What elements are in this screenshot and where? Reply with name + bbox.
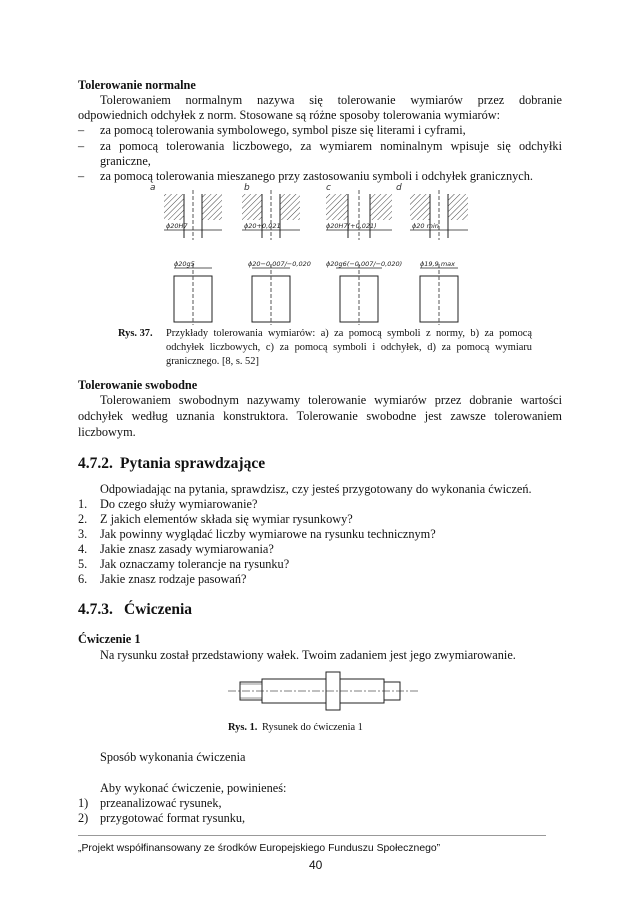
shaft-d (420, 264, 458, 325)
section-title: Pytania sprawdzające (120, 455, 266, 472)
figure-caption-line: odchyłek liczbowych, c) za pomocą symboli i odchyłek, d) za pomocą wymiaru (166, 342, 532, 353)
step-number: 2) (78, 811, 89, 825)
question-number: 6. (78, 572, 88, 586)
shaft-drawing (228, 666, 418, 716)
bullet-marker: – (78, 123, 85, 137)
hole-section-a (164, 190, 222, 240)
hole-section-b (242, 190, 300, 240)
hole-section-d (410, 190, 468, 240)
question-number: 5. (78, 557, 88, 571)
paragraph-line: Odpowiadając na pytania, sprawdzisz, czy jesteś przygotowany do wykonania ćwiczeń. (100, 482, 532, 496)
figure-caption-label: Rys. 1. (228, 722, 258, 733)
section-number: 4.7.3. (78, 601, 113, 618)
paragraph-line: Na rysunku został przedstawiony wałek. Twoim zadaniem jest jego zwymiarowanie. (100, 648, 516, 662)
question-text: Z jakich elementów składa się wymiar rysunkowy? (100, 512, 353, 526)
figure-letter-d: d (396, 183, 402, 193)
step-number: 1) (78, 796, 89, 810)
dimension-label: ϕ20g5 (174, 260, 195, 268)
question-number: 2. (78, 512, 88, 526)
footer-divider (78, 835, 546, 836)
question-number: 4. (78, 542, 88, 556)
footer-text: „Projekt współfinansowany ze środków Europejskiego Funduszu Społecznego” (78, 843, 441, 854)
dimension-label: ϕ20H7 (166, 222, 188, 230)
bullet-text-continuation: graniczne, (100, 154, 151, 168)
dimension-label: ϕ20 min (412, 222, 439, 230)
section-heading-free-tolerancing: Tolerowanie swobodne (78, 378, 198, 392)
dimension-label: ϕ19,9 max (420, 260, 455, 268)
bullet-text: za pomocą tolerowania mieszanego przy zastosowaniu symboli i odchyłek granicznych. (100, 169, 533, 183)
shaft-a (174, 264, 212, 325)
figure-letter-c: c (326, 183, 331, 193)
tolerancing-examples-figure (140, 180, 540, 325)
section-title: Ćwiczenia (124, 601, 193, 618)
dimension-label: ϕ20+0,021 (244, 222, 281, 230)
section-heading-normal-tolerancing: Tolerowanie normalne (78, 78, 196, 92)
paragraph-line: liczbowym. (78, 425, 136, 439)
paragraph-line: odchyłek według uznania konstruktora. Tolerowanie swobodne jest zawsze tolerowaniem (78, 409, 562, 423)
shaft-c (336, 264, 382, 325)
bullet-text: za pomocą tolerowania symbolowego, symbol pisze się literami i cyframi, (100, 123, 466, 137)
dimension-label: ϕ20H7(+0,021) (326, 222, 377, 230)
bullet-marker: – (78, 139, 85, 153)
question-text: Jak powinny wyglądać liczby wymiarowe na rysunku technicznym? (100, 527, 436, 541)
question-text: Jak oznaczamy tolerancje na rysunku? (100, 557, 290, 571)
figure-caption-line: granicznego. [8, s. 52] (166, 356, 259, 367)
question-number: 3. (78, 527, 88, 541)
figure-letter-b: b (244, 183, 250, 193)
hole-section-c (326, 190, 392, 240)
section-number: 4.7.2. (78, 455, 113, 472)
method-heading: Sposób wykonania ćwiczenia (100, 750, 246, 764)
question-number: 1. (78, 497, 88, 511)
step-text: przeanalizować rysunek, (100, 796, 222, 810)
step-text: przygotować format rysunku, (100, 811, 246, 825)
question-text: Jakie znasz rodzaje pasowań? (100, 572, 247, 586)
paragraph-line: Tolerowaniem swobodnym nazywamy tolerowanie wymiarów przez dobranie wartości (100, 393, 562, 407)
figure-caption-text: Rysunek do ćwiczenia 1 (262, 722, 363, 733)
paragraph-line: Aby wykonać ćwiczenie, powinieneś: (100, 781, 287, 795)
question-text: Jakie znasz zasady wymiarowania? (100, 542, 274, 556)
exercise-heading: Ćwiczenie 1 (78, 632, 141, 646)
dimension-label: ϕ20−0,007/−0,020 (248, 260, 311, 268)
bullet-marker: – (78, 169, 85, 183)
paragraph-line: odpowiednich odchyłek z norm. Stosowane są różne sposoby tolerowania wymiarów: (78, 108, 501, 122)
figure-caption-line: Przykłady tolerowania wymiarów: a) za pomocą symboli z normy, b) za pomocą (166, 328, 532, 339)
page-number: 40 (309, 858, 323, 872)
figure-caption-label: Rys. 37. (118, 328, 153, 339)
dimension-label: ϕ20g6(−0,007/−0,020) (326, 260, 403, 268)
question-text: Do czego służy wymiarowanie? (100, 497, 258, 511)
figure-letter-a: a (150, 183, 156, 193)
shaft-b (252, 264, 290, 325)
bullet-text: za pomocą tolerowania liczbowego, za wymiarem nominalnym wpisuje się odchyłki (100, 139, 562, 153)
paragraph-line: Tolerowaniem normalnym nazywa się tolerowanie wymiarów przez dobranie (100, 93, 562, 107)
